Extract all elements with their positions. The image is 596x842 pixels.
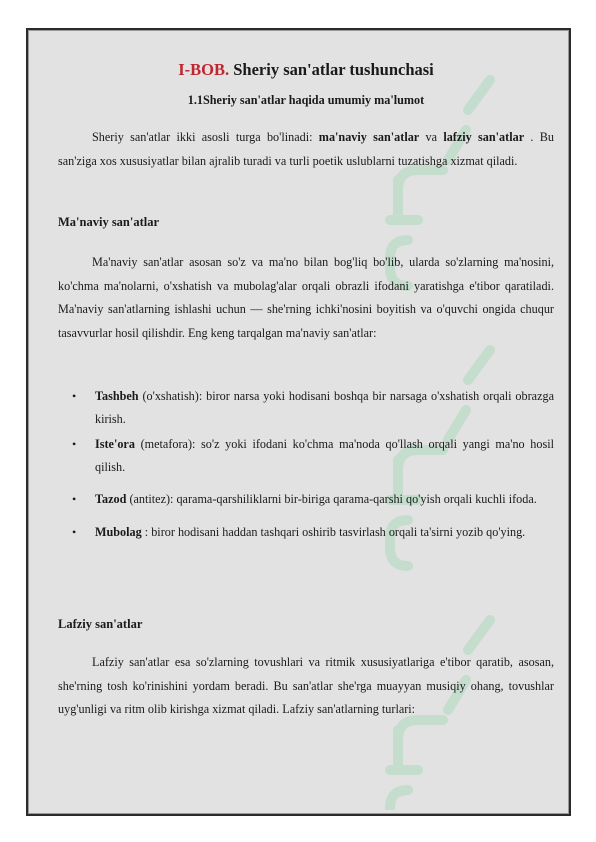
intro-bold-term-1: ma'naviy san'atlar [318, 130, 420, 144]
list-item-term: Mubolag [95, 524, 142, 539]
list-item-text: : biror hodisani haddan tashqari oshirib tasvirlash orqali ta'sirni yozib qo'ying. [141, 524, 526, 539]
list-item [58, 385, 554, 430]
chapter-title-text: Sheriy san'atlar tushunchasi [233, 60, 434, 79]
list-item [58, 433, 554, 478]
list-item [58, 488, 554, 511]
list-item-text: (antitez): qarama-qarshiliklarni bir-biriga qarama-qarshi qo'yish orqali kuchli ifoda. [126, 492, 537, 506]
list-item-text: (o'xshatish): biror narsa yoki hodisani boshqa bir narsaga o'xshatish orqali obrazga kirish. [95, 389, 554, 426]
chapter-title [58, 60, 554, 80]
section-subtitle: 1.1Sheriy san'atlar haqida umumiy ma'lumot [187, 93, 425, 107]
intro-text-middle: va [419, 130, 444, 144]
intro-bold-term-2: lafziy san'atlar [443, 130, 525, 144]
intro-paragraph [58, 126, 554, 173]
section-heading-lafziy: Lafziy san'atlar [58, 617, 143, 631]
intro-text-end: . Bu san'ziga xos xususiyatlar bilan ajralib turadi va turli poetik uslublarni tuzatishga xizmat qiladi. [58, 130, 554, 168]
manaviy-list [58, 385, 554, 543]
list-item [58, 521, 554, 544]
bullet-icon: • [72, 389, 77, 403]
list-item-term: Iste'ora [95, 437, 135, 451]
chapter-number: I-BOB. [178, 60, 230, 79]
section-heading-manaviy: Ma'naviy san'atlar [58, 215, 160, 229]
list-item-term: Tashbeh [95, 389, 139, 403]
bullet-icon: • [72, 492, 77, 506]
lafziy-paragraph: Lafziy san'atlar esa so'zlarning tovushlari va ritmik xususiyatlariga e'tibor qaratib, asosan, she'rning tosh ko'rinishini yordam beradi. Bu san'atlar she'rga muayyan musiqiy ohang, tovushlar uyg'unligi va ritm olib kirishga xizmat qiladi. Lafziy san'atlarning turlari: [58, 655, 554, 716]
list-item-term: Tazod [95, 492, 127, 506]
bullet-icon: • [72, 437, 77, 451]
bullet-icon: • [72, 524, 77, 539]
manaviy-paragraph: Ma'naviy san'atlar asosan so'z va ma'no bilan bog'liq bo'lib, ularda so'zlarning ma'nosini, ko'chma ma'nolarni, o'xshatish va mubolag'alar orqali obrazli ifodani yaratishga e'tibor qaratiladi. Ma'naviy san'atlarning ishlashi uchun — she'rning ichki'nosini boyitish va o'quvchi ongida chuqur tasavvurlar hosil qilishdir. Eng keng tarqalgan ma'naviy san'atlar: [58, 255, 554, 340]
document-page [26, 28, 571, 816]
intro-text-start: Sheriy san'atlar ikki asosli turga bo'linadi: [92, 130, 319, 144]
list-item-text: (metafora): so'z yoki ifodani ko'chma ma'noda qo'llash orqali yangi ma'no hosil qilish. [95, 437, 554, 474]
